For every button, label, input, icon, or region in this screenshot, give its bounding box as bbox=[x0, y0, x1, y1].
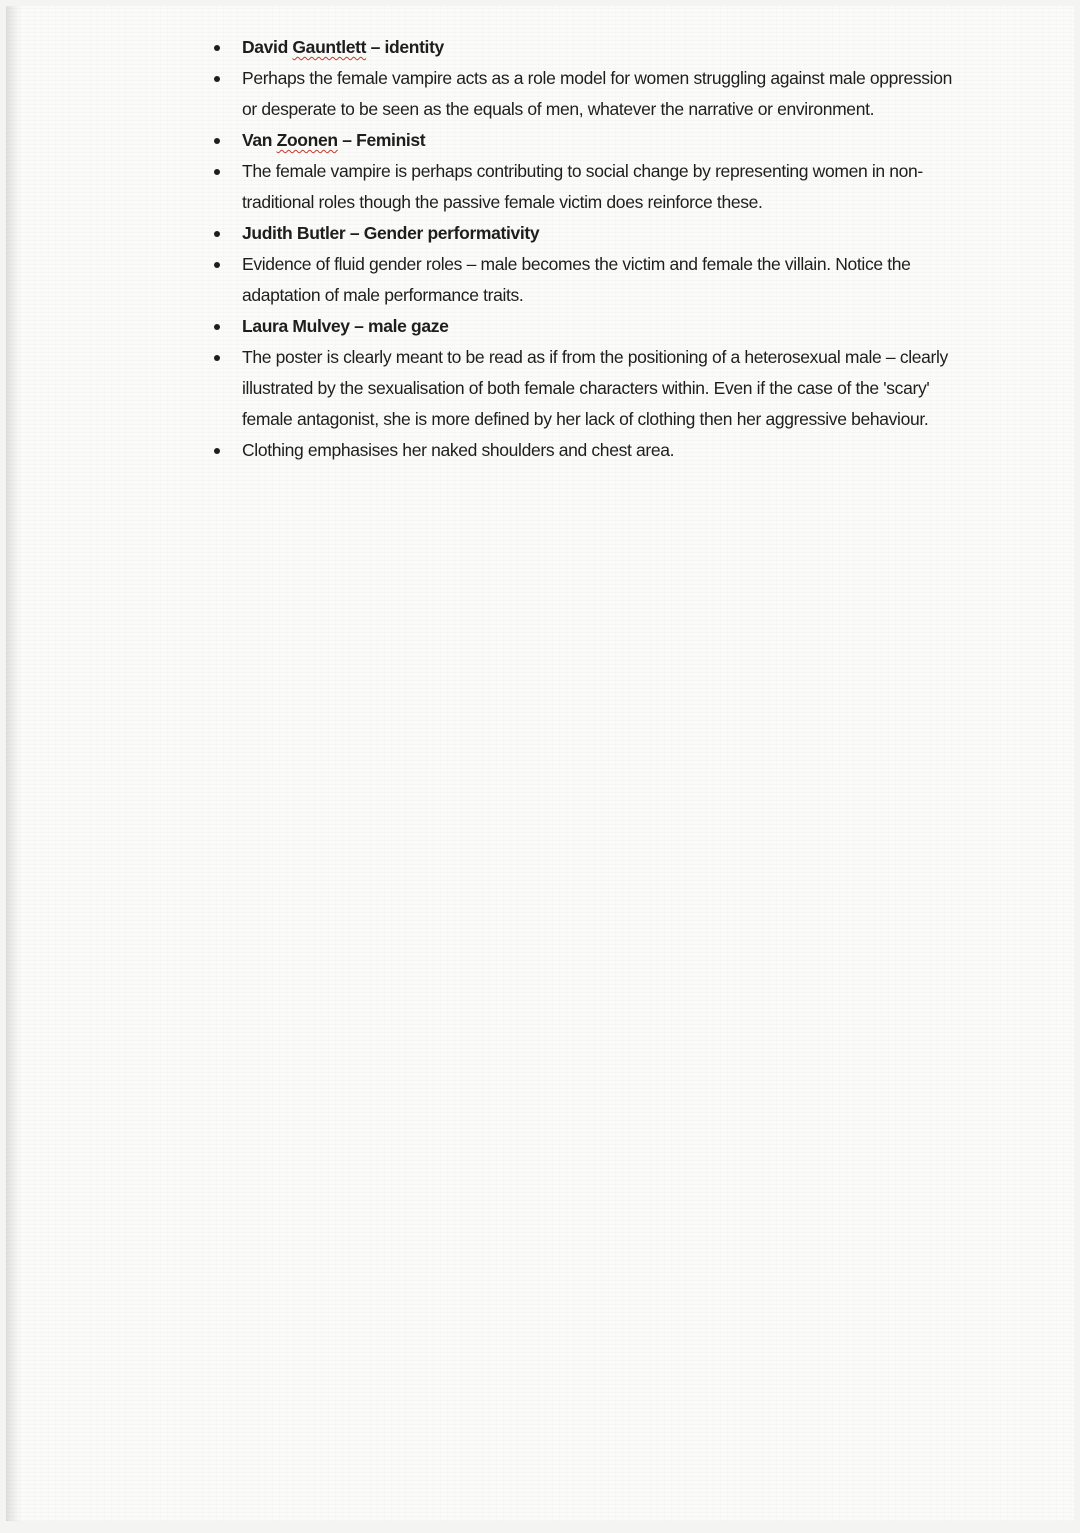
note-text: Clothing emphasises her naked shoulders and chest area. bbox=[242, 440, 675, 460]
bullet-item-performativity-note bbox=[206, 249, 966, 311]
theorist-first-name: David bbox=[242, 37, 288, 57]
bullet-item-clothing-note bbox=[206, 435, 966, 466]
bullet-item-butler bbox=[206, 218, 966, 249]
bullet-item-male-gaze-note bbox=[206, 342, 966, 435]
separator: – bbox=[337, 130, 357, 150]
theorist-heading: Laura Mulvey – male gaze bbox=[242, 316, 449, 336]
theorist-surname-underlined: Zoonen bbox=[276, 130, 338, 150]
note-text: Evidence of fluid gender roles – male becomes the victim and female the villain. Notice the adaptation of male performance traits. bbox=[242, 254, 911, 305]
bullet-item-van-zoonen bbox=[206, 125, 966, 156]
theory-topic: Feminist bbox=[356, 130, 426, 150]
bullet-item-feminist-note bbox=[206, 156, 966, 218]
theorist-heading: Judith Butler – Gender performativity bbox=[242, 223, 540, 243]
bullet-item-mulvey bbox=[206, 311, 966, 342]
theorist-surname-underlined: Gauntlett bbox=[292, 37, 367, 57]
note-text: Perhaps the female vampire acts as a role model for women struggling against male oppression or desperate to be seen as the equals of men, whatever the narrative or environment. bbox=[242, 68, 952, 119]
separator: – bbox=[366, 37, 385, 57]
theorist-first-name: Van bbox=[242, 130, 273, 150]
note-text: The poster is clearly meant to be read as if from the positioning of a heterosexual male – clearly illustrated by the sexualisation of both female characters within. Even if the case of the 'scary' female antagonist, she is more defined by her lack of clothing then her aggressive behaviour. bbox=[242, 347, 948, 429]
bullet-list bbox=[206, 32, 966, 466]
document-page bbox=[6, 6, 1074, 1521]
note-text: The female vampire is perhaps contributing to social change by representing women in non-traditional roles though the passive female victim does reinforce these. bbox=[242, 161, 923, 212]
bullet-item-identity-note bbox=[206, 63, 966, 125]
theory-topic: identity bbox=[384, 37, 444, 57]
bullet-item-gauntlett bbox=[206, 32, 966, 63]
page-shadow-edge bbox=[6, 6, 22, 1521]
